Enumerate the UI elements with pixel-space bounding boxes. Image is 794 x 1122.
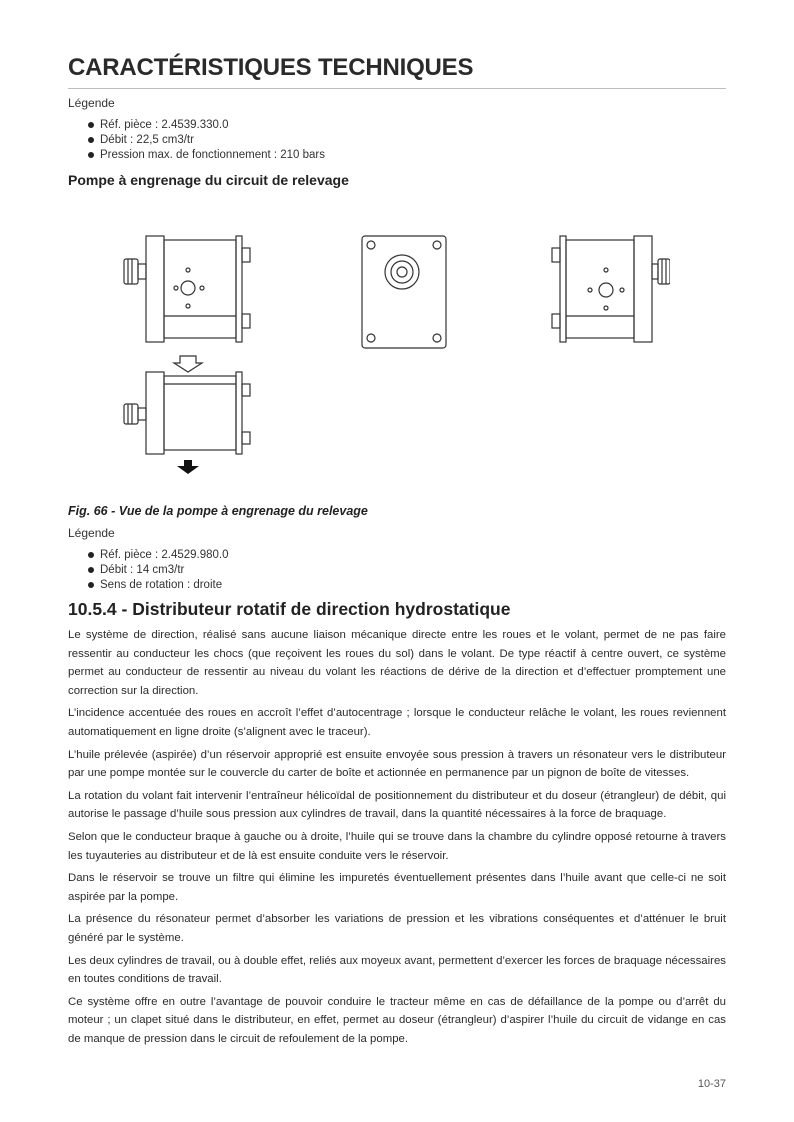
pump-side-view-bottom — [124, 372, 250, 454]
list-item: Pression max. de fonctionnement : 210 bars — [86, 148, 325, 163]
legend-label-1: Légende — [68, 96, 115, 110]
rotation-outline-arrow-icon — [174, 356, 202, 372]
pump-side-view-left — [124, 236, 250, 342]
list-item: Réf. pièce : 2.4529.980.0 — [86, 548, 229, 563]
figure-caption: Fig. 66 - Vue de la pompe à engrenage du relevage — [68, 504, 368, 518]
pump-front-view — [362, 236, 446, 348]
pump-heading: Pompe à engrenage du circuit de relevage — [68, 172, 349, 188]
legend-list-1 — [86, 118, 325, 163]
paragraph: La rotation du volant fait intervenir l’entraîneur hélicoïdal de positionnement du distributeur et du doseur (étrangleur) de débit, qui autorise le passage d’huile sous pression aux cylindres de travail, dans la quantité nécessaires à la force de braquage. — [68, 789, 726, 821]
paragraph: L’incidence accentuée des roues en accroît l’effet d’autocentrage ; lorsque le conducteur relâche le volant, les roues reviennent automatiquement en ligne droite (s’alignent avec le traceur). — [68, 707, 726, 738]
page-number: 10-37 — [697, 1078, 726, 1090]
paragraph: Les deux cylindres de travail, ou à double effet, reliés aux moyeux avant, permettent d’exercer les forces de braquage nécessaires en toutes conditions de travail. — [68, 954, 726, 986]
list-item: Débit : 22,5 cm3/tr — [86, 133, 325, 148]
list-item: Débit : 14 cm3/tr — [86, 563, 229, 578]
list-item: Réf. pièce : 2.4539.330.0 — [86, 118, 325, 133]
rotation-solid-arrow-icon — [177, 460, 199, 474]
section-body — [68, 626, 726, 1052]
page-title: CARACTÉRISTIQUES TECHNIQUES — [68, 54, 474, 81]
section-heading: 10.5.4 - Distributeur rotatif de direction hydrostatique — [68, 599, 511, 619]
list-item: Sens de rotation : droite — [86, 578, 229, 593]
paragraph: L’huile prélevée (aspirée) d’un réservoir approprié est ensuite envoyée sous pression à travers un résonateur vers le distributeur par une pompe montée sur le couvercle du carter de boîte et actionnée en permanence par un pignon de boîte de vitesses. — [68, 748, 726, 780]
pump-side-view-right — [552, 236, 670, 342]
gear-pump-diagram — [110, 226, 670, 476]
legend-list-2 — [86, 548, 229, 593]
paragraph: Selon que le conducteur braque à gauche ou à droite, l’huile qui se trouve dans la chambre du cylindre opposé retourne à travers les tuyauteries au distributeur et de là est ensuite conduite vers le réservoir. — [68, 830, 726, 862]
paragraph: Dans le réservoir se trouve un filtre qui élimine les impuretés éventuellement présentes dans l’huile avant que celle-ci ne soit aspirée par la pompe. — [68, 872, 726, 903]
paragraph: Le système de direction, réalisé sans aucune liaison mécanique directe entre les roues et le volant, permet de ne pas faire ressentir au conducteur les chocs (que reçoivent les roues du sol) dans le volant. De type réactif à centre ouvert, ce système permet au conducteur de ressentir au niveau du volant les réactions de dérive de la direction et d’effectuer promptement une correction sur la direction. — [68, 629, 726, 697]
paragraph: Ce système offre en outre l’avantage de pouvoir conduire le tracteur même en cas de défaillance de la pompe ou d’arrêt du moteur ; un clapet situé dans le distributeur, en effet, permet au doseur (étrangleur) d’aspirer l’huile du circuit de vidange en cas de manque de pression dans le circuit de refoulement de la pompe. — [68, 995, 726, 1045]
legend-label-2: Légende — [68, 526, 115, 540]
paragraph: La présence du résonateur permet d’absorber les variations de pression et les vibrations conséquentes et d’atténuer le bruit généré par le système. — [68, 913, 726, 944]
title-divider — [68, 88, 726, 89]
